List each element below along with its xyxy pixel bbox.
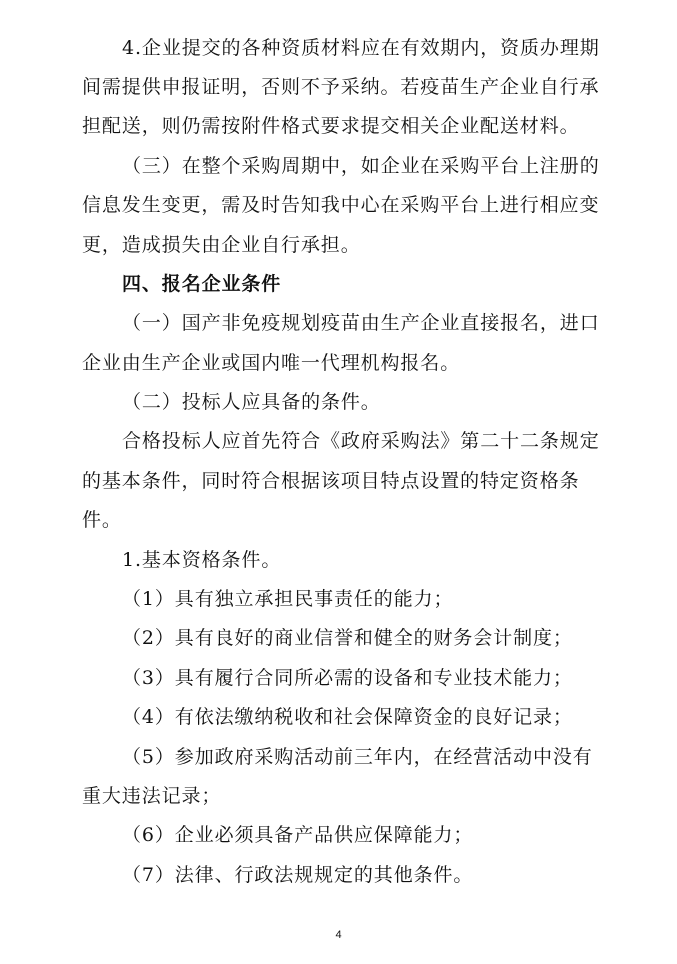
- paragraph-line: 间需提供申报证明，否则不予采纳。若疫苗生产企业自行承: [82, 76, 600, 98]
- list-item-continuation: 重大违法记录；: [82, 785, 222, 807]
- paragraph-line: 更，造成损失由企业自行承担。: [82, 234, 361, 256]
- list-item: （7）法律、行政法规规定的其他条件。: [122, 864, 474, 886]
- page-number: 4: [335, 929, 342, 941]
- list-item: （4）有依法缴纳税收和社会保障资金的良好记录；: [122, 706, 573, 728]
- paragraph-line: 合格投标人应首先符合《政府采购法》第二十二条规定: [122, 430, 600, 452]
- paragraph-line: 1.基本资格条件。: [122, 549, 282, 571]
- list-item: （6）企业必须具备产品供应保障能力；: [122, 824, 474, 846]
- list-item: （5）参加政府采购活动前三年内，在经营活动中没有: [122, 746, 593, 768]
- paragraph-line: 的基本条件，同时符合根据该项目特点设置的特定资格条: [82, 470, 580, 492]
- paragraph-line: 件。: [82, 509, 122, 531]
- paragraph-line: （一）国产非免疫规划疫苗由生产企业直接报名，进口: [122, 312, 600, 334]
- section-heading: 四、报名企业条件: [122, 273, 282, 295]
- list-item: （1）具有独立承担民事责任的能力；: [122, 588, 454, 610]
- paragraph-line: 企业由生产企业或国内唯一代理机构报名。: [82, 352, 461, 374]
- paragraph-line: 担配送，则仍需按附件格式要求提交相关企业配送材料。: [82, 115, 580, 137]
- paragraph-line: （二）投标人应具备的条件。: [122, 391, 381, 413]
- paragraph-line: 4.企业提交的各种资质材料应在有效期内，资质办理期: [122, 37, 600, 59]
- paragraph-line: 信息发生变更，需及时告知我中心在采购平台上进行相应变: [82, 194, 600, 216]
- paragraph-line: （三）在整个采购周期中，如企业在采购平台上注册的: [122, 155, 600, 177]
- list-item: （3）具有履行合同所必需的设备和专业技术能力；: [122, 667, 573, 689]
- list-item: （2）具有良好的商业信誉和健全的财务会计制度；: [122, 627, 573, 649]
